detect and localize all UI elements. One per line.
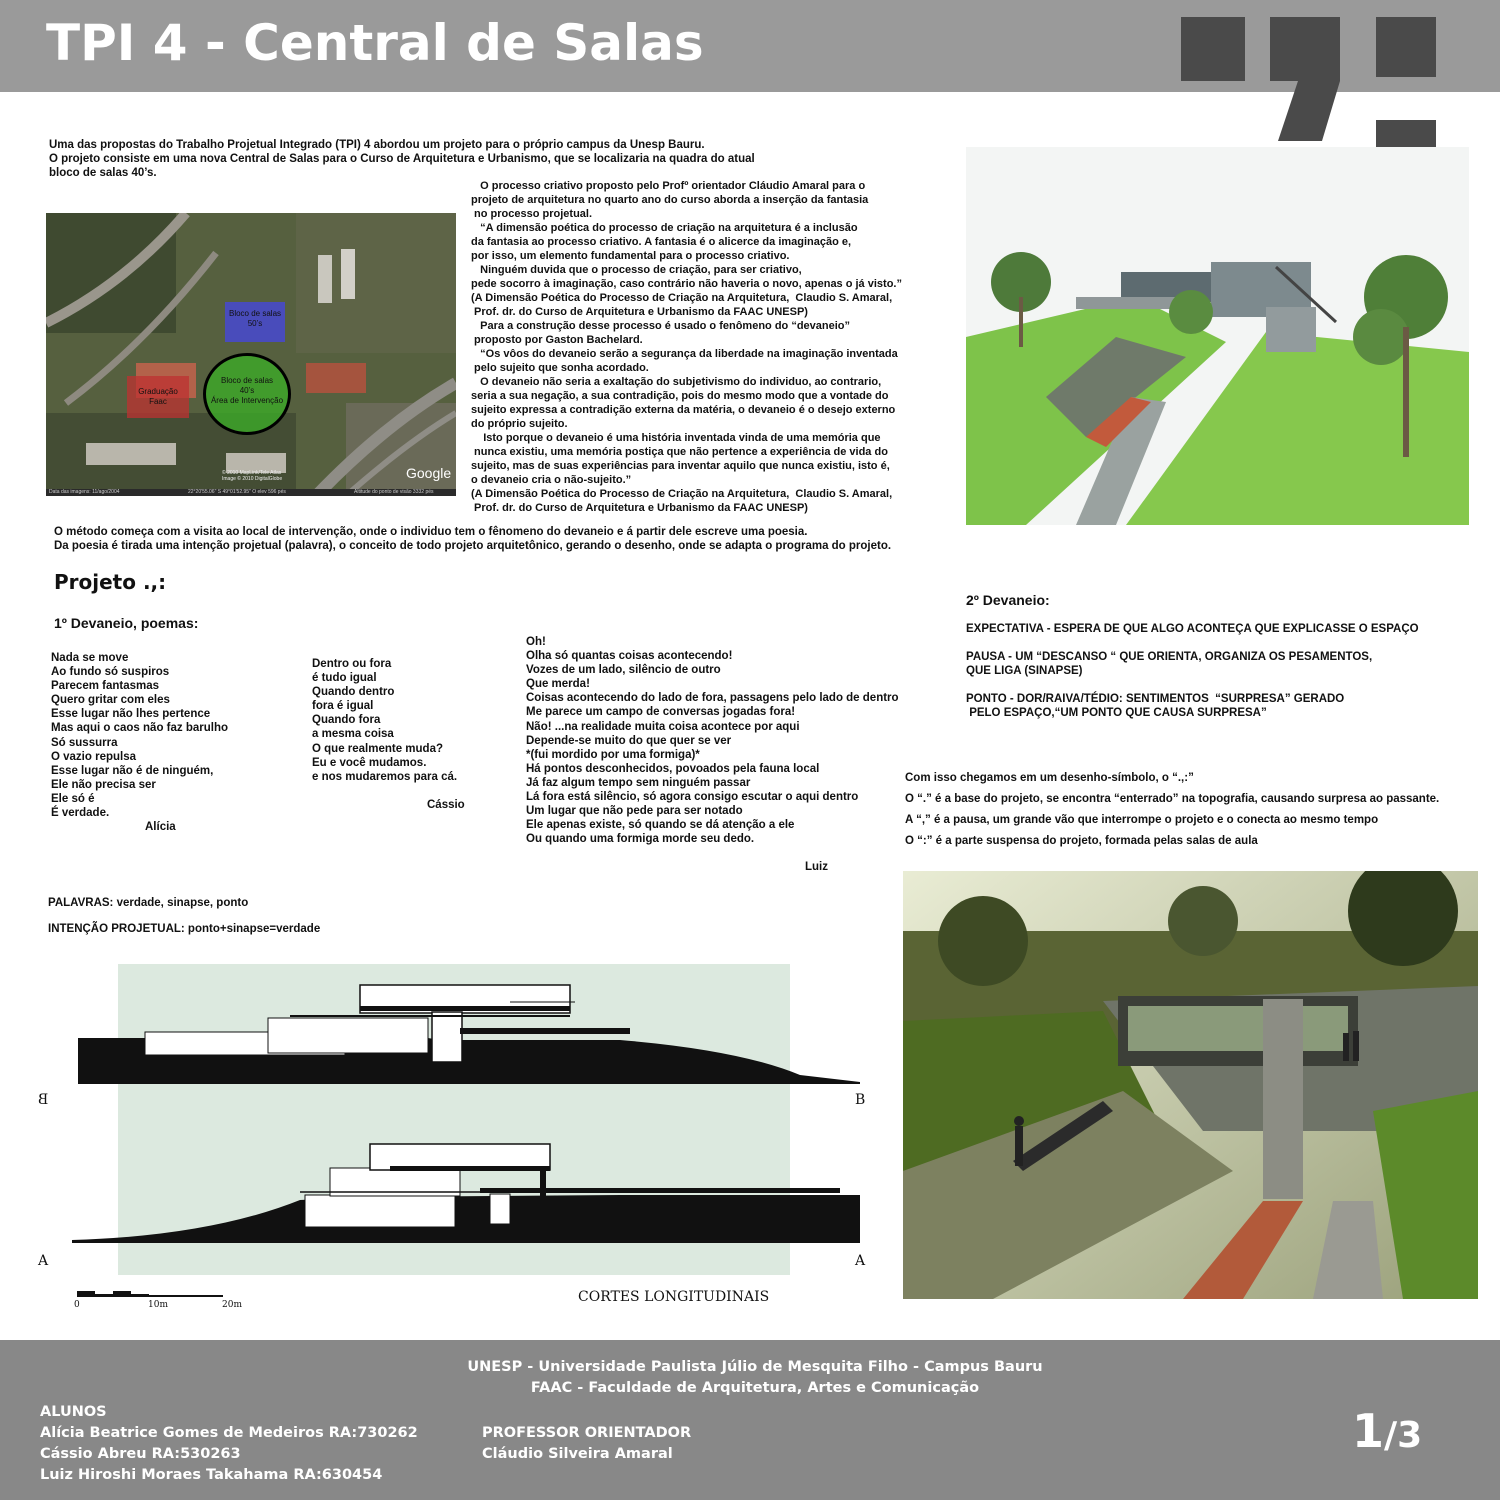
aluno-3: Luiz Hiroshi Moraes Takahama RA:630454	[40, 1467, 383, 1483]
page-number-total: /3	[1384, 1415, 1423, 1456]
section-a-drawing	[60, 1140, 870, 1255]
poem-cassio: Dentro ou fora é tudo igual Quando dentro fora é igual Quando fora a mesma coisa O que realmente muda? Eu e você mudamos. e nos mudaremos para cá.	[312, 658, 458, 783]
render-aerial-view	[966, 147, 1469, 525]
poem-alicia-author: Alícia	[145, 821, 176, 833]
map-status-alt: Altitude do ponto de visão 3332 pés	[354, 489, 434, 495]
devaneio2-ponto: PONTO - DOR/RAIVA/TÉDIO: SENTIMENTOS “SURPRESA” GERADO PELO ESPAÇO,“UM PONTO QUE CAUSA SURPRESA”	[966, 693, 1345, 719]
alunos-title: ALUNOS	[40, 1404, 107, 1420]
section-a-label-right: A	[855, 1253, 866, 1269]
simbolo-line4: O “:” é a parte suspensa do projeto, formada pelas salas de aula	[905, 835, 1258, 847]
logo-comma	[1270, 17, 1350, 141]
scale-label-20: 20m	[222, 1300, 242, 1310]
google-logo: Google	[406, 465, 452, 481]
scale-label-10: 10m	[148, 1300, 168, 1310]
poem-luiz-author: Luiz	[805, 861, 828, 873]
intro-text: Uma das propostas do Trabalho Projetual Integrado (TPI) 4 abordou um projeto para o próprio campus da Unesp Bauru. O projeto consiste em uma nova Central de Salas para o Curso de Arquitetura e Urbanismo, que se localizaria na quadra do atual bloco de salas 40’s.	[49, 139, 755, 179]
aluno-2: Cássio Abreu RA:530263	[40, 1446, 241, 1462]
logo-dot	[1181, 17, 1245, 81]
scale-bar	[77, 1291, 223, 1297]
map-copyright: © 2010 MapLink/Tele Atlas Image © 2010 DigitalGlobe	[222, 470, 283, 482]
map-status-coords: 22°20'55.06" S 49°01'52.95" O elev 596 pés	[188, 489, 286, 495]
devaneio1-title: 1º Devaneio, poemas:	[54, 615, 199, 631]
sections-caption: CORTES LONGITUDINAIS	[578, 1289, 770, 1305]
intencao-text: INTENÇÃO PROJETUAL: ponto+sinapse=verdade	[48, 923, 321, 935]
page-number-current: 1	[1352, 1404, 1385, 1458]
section-b-label-right: B	[855, 1092, 866, 1108]
footer-faculty: FAAC - Faculdade de Arquitetura, Artes e Comunicação	[530, 1380, 980, 1396]
logo-colon-top	[1376, 17, 1436, 77]
professor-title: PROFESSOR ORIENTADOR	[482, 1425, 692, 1441]
aluno-1: Alícia Beatrice Gomes de Medeiros RA:730262	[40, 1425, 418, 1441]
simbolo-line2: O “.” é a base do projeto, se encontra “enterrado” na topografia, causando surpresa ao passante.	[905, 793, 1440, 805]
footer-university: UNESP - Universidade Paulista Júlio de Mesquita Filho - Campus Bauru	[467, 1359, 1043, 1375]
label-graduacao: Graduação Faac	[138, 387, 178, 406]
devaneio2-expectativa: EXPECTATIVA - ESPERA DE QUE ALGO ACONTEÇA QUE EXPLICASSE O ESPAÇO	[966, 623, 1419, 635]
poem-luiz: Oh! Olha só quantas coisas acontecendo! Vozes de um lado, silêncio de outro Que merda! Coisas acontecendo do lado de fora, passagens pelo lado de dentro Me parece um campo de conversas jogadas fora! Não! ...na realidade muita coisa acontece por aqui Depende-se muito do que quer se ver *(fui mordido por uma formiga)* Há pontos desconhecidos, povoados pela fauna local Já faz algum tempo sem ninguém passar Lá fora está silêncio, só agora consigo escutar o aqui dentro Um lugar que não pede para ser notado Ele apenas existe, só quando se dá atenção a ele Ou quando uma formiga morde seu dedo.	[526, 636, 899, 846]
section-b-label-left: B	[38, 1092, 49, 1108]
projeto-title: Projeto .,:	[54, 570, 167, 594]
poem-cassio-author: Cássio	[427, 799, 465, 811]
map-status-date: Data das imagens: 11/ago/2004	[49, 489, 120, 495]
label-salas-50: Bloco de salas 50’s	[228, 309, 282, 328]
professor-name: Cláudio Silveira Amaral	[482, 1446, 673, 1462]
page-title: TPI 4 - Central de Salas	[46, 14, 704, 72]
process-text: O processo criativo proposto pelo Profº orientador Cláudio Amaral para o projeto de arquitetura no quarto ano do curso aborda a inserção da fantasia no processo projetual. “A dimensão poética do processo de criação na arquitetura é a inclusão da fantasia ao processo criativo. A fantasia é o alicerce da imaginação e, por isso, um elemento fundamental para o processo criativo. Ninguém duvida que o processo de criação, para ser criativo, pede socorro à imaginação, caso contrário não haveria o novo, apenas o já visto.” (A Dimensão Poética do Processo de Criação na Arquitetura, Claudio S. Amaral, Prof. dr. do Curso de Arquitetura e Urbanismo da FAAC UNESP) Para a construção desse processo é usado o fenômeno do “devaneio” proposto por Gaston Bachelard. “Os vôos do devaneio serão a segurança da liberdade na imaginação inventada pelo sujeito que sonha acordado. O devaneio não seria a exaltação do subjetivismo do individuo, ao contrario, seria a sua negação, a sua contradição, pois do mesmo modo que a vontade do sujeito expressa a contradição externa da matéria, o devaneio é o desejo externo do próprio sujeito. Isto porque o devaneio é uma história inventada vinda de uma memória que nunca existiu, uma memória postiça que não pertence a experiência de vida do sujeito, mas de suas experiências para inventar aquilo que nunca existiu, isto é, o devaneio cria o não-sujeito.” (A Dimensão Poética do Processo de Criação na Arquitetura, Claudio S. Amaral, Prof. dr. do Curso de Arquitetura e Urbanismo da FAAC UNESP)	[471, 180, 902, 514]
devaneio2-pausa: PAUSA - UM “DESCANSO “ QUE ORIENTA, ORGANIZA OS PESAMENTOS, QUE LIGA (SINAPSE)	[966, 651, 1373, 677]
method-text: O método começa com a visita ao local de intervenção, onde o individuo tem o fênomeno do devaneio e á partir dele escreve uma poesia. Da poesia é tirada uma intenção projetual (palavra), o conceito de todo projeto arquitetônico, gerando o desenho, onde se adapta o programa do projeto.	[54, 526, 892, 552]
page-number	[1352, 1404, 1422, 1458]
palavras-text: PALAVRAS: verdade, sinapse, ponto	[48, 897, 249, 909]
devaneio2-title: 2º Devaneio:	[966, 592, 1050, 608]
scale-label-0: 0	[74, 1300, 80, 1310]
section-b-drawing	[60, 980, 870, 1090]
site-satellite-map	[46, 213, 456, 496]
simbolo-line3: A “,” é a pausa, um grande vão que interrompe o projeto e o conecta ao mesmo tempo	[905, 814, 1379, 826]
render-perspective-view	[903, 871, 1478, 1299]
simbolo-line1: Com isso chegamos em um desenho-símbolo, o “.,:”	[905, 772, 1194, 784]
poem-alicia: Nada se move Ao fundo só suspiros Parecem fantasmas Quero gritar com eles Esse lugar não lhes pertence Mas aqui o caos não faz barulho Só sussurra O vazio repulsa Esse lugar não é de ninguém, Ele não precisa ser Ele só é É verdade.	[51, 652, 229, 820]
label-intervencao: Bloco de salas 40’s Área de Intervenção	[210, 376, 284, 405]
section-a-label-left: A	[38, 1253, 49, 1269]
